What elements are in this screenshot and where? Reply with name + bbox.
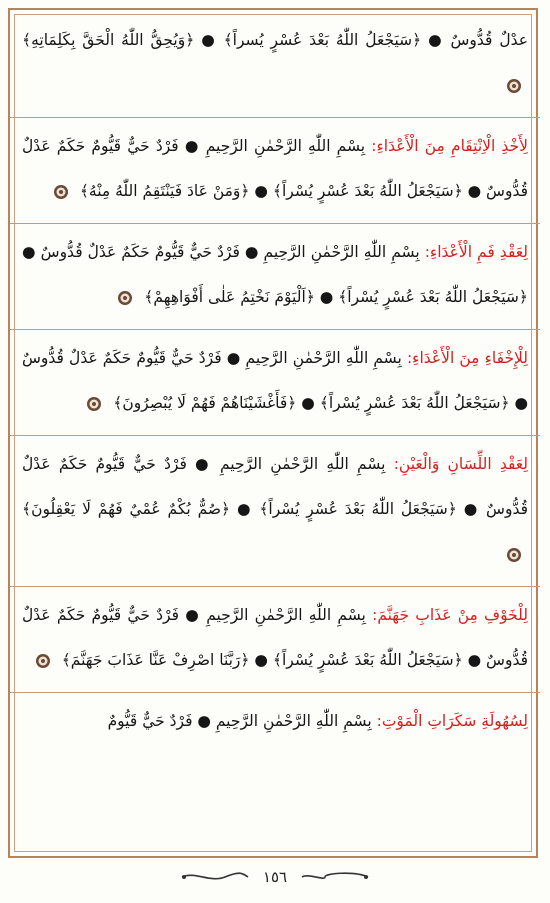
section-1 xyxy=(22,18,528,111)
section-heading: لِلْخَوْفِ مِنْ عَذَابِ جَهَنَّمَ: xyxy=(372,606,528,624)
ornament-right-icon xyxy=(300,870,370,884)
section-text: بِسْمِ اللّٰهِ الرَّحْمٰنِ الرَّحِيمِ ● فَرْدٌ حَيٌّ قَيُّومٌ xyxy=(107,712,372,730)
section-divider xyxy=(10,692,540,693)
section-text: بِسْمِ اللّٰهِ الرَّحْمٰنِ الرَّحِيمِ ● فَرْدٌ حَيٌّ قَيُّومٌ حَكَمٌ عَدْلٌ قُدُّوسٌ ● ﴿سَيَجْعَلُ اللّٰهُ بَعْدَ عُسْرٍ يُسْراً﴾ ● ﴿صُمٌّ بُكْمٌ عُمْيٌ فَهُمْ لَا يَعْقِلُونَ﴾ xyxy=(22,455,528,518)
section-text: بِسْمِ اللّٰهِ الرَّحْمٰنِ الرَّحِيمِ ● فَرْدٌ حَيٌّ قَيُّومٌ حَكَمٌ عَدْلٌ قُدُّوسٌ ● ﴿سَيَجْعَلُ اللّٰهُ بَعْدَ عُسْرٍ يُسْراً﴾ ● ﴿فَأَغْشَيْنَاهُمْ فَهُمْ لَا يُبْصِرُونَ﴾ xyxy=(22,349,528,412)
section-divider xyxy=(10,223,540,224)
section-heading: لِعَقْدِ اللِّسَانِ وَالْعَيْنِ: xyxy=(393,455,528,473)
section-text: بِسْمِ اللّٰهِ الرَّحْمٰنِ الرَّحِيمِ ● فَرْدٌ حَيٌّ قَيُّومٌ حَكَمٌ عَدْلٌ قُدُّوسٌ ● ﴿سَيَجْعَلُ اللّٰهُ بَعْدَ عُسْرٍ يُسْراً﴾ ● ﴿وَمَنْ عَادَ فَيَنْتَقِمُ اللّٰهُ مِنْهُ﴾ xyxy=(22,137,528,200)
section-divider xyxy=(10,329,540,330)
page-footer xyxy=(0,866,550,896)
section-4 xyxy=(22,336,528,429)
rosette-icon xyxy=(86,396,102,412)
section-text: عدْلٌ قُدُّوسٌ ● ﴿سَيَجْعَلُ اللّٰهُ بَعْدَ عُسْرٍ يُسراً﴾ ● ﴿وَيُحِقُّ اللّٰهُ الْحَقَّ بِكَلِمَاتِهِ﴾ xyxy=(22,31,528,49)
page-number: ١٥٦ xyxy=(262,867,288,886)
rosette-icon xyxy=(53,184,69,200)
section-heading: لِسُهُولَةِ سَكَرَاتِ الْمَوْتِ: xyxy=(376,712,528,730)
section-heading: لِعَقْدِ فَمِ الْأَعْدَاءِ: xyxy=(424,243,528,261)
section-text: بِسْمِ اللّٰهِ الرَّحْمٰنِ الرَّحِيمِ ● فَرْدٌ حَيٌّ قَيُّومٌ حَكَمٌ عَدْلٌ قُدُّوسٌ ● ﴿سَيَجْعَلُ اللّٰهُ بَعْدَ عُسْرٍ يُسْراً﴾ ● ﴿رَبَّنَا اصْرِفْ عَنَّا عَذَابَ جَهَنَّمَ﴾ xyxy=(22,606,528,669)
page-content xyxy=(22,18,528,747)
rosette-icon xyxy=(35,653,51,669)
ornament-left-icon xyxy=(180,870,250,884)
section-divider xyxy=(10,586,540,587)
rosette-icon xyxy=(506,78,522,94)
section-6 xyxy=(22,593,528,686)
section-7 xyxy=(22,699,528,747)
section-3 xyxy=(22,230,528,323)
section-divider xyxy=(10,117,540,118)
section-5 xyxy=(22,442,528,580)
rosette-icon xyxy=(117,290,133,306)
section-divider xyxy=(10,435,540,436)
section-heading: لِأَخْذِ الْاِنْتِقَامِ مِنَ الْأَعْدَاءِ: xyxy=(371,137,528,155)
section-heading: لِلْإِخْفَاءِ مِنَ الْأَعْدَاءِ: xyxy=(406,349,528,367)
section-2 xyxy=(22,124,528,217)
rosette-icon xyxy=(506,547,522,563)
section-text: بِسْمِ اللّٰهِ الرَّحْمٰنِ الرَّحِيمِ ● فَرْدٌ حَيٌّ قَيُّومٌ حَكَمٌ عَدْلٌ قُدُّوسٌ ● ﴿سَيَجْعَلُ اللّٰهُ بَعْدَ عُسْرٍ يُسْراً﴾ ● ﴿اَلْيَوْمَ نَخْتِمُ عَلٰى أَفْوَاهِهِمْ﴾ xyxy=(22,243,528,306)
